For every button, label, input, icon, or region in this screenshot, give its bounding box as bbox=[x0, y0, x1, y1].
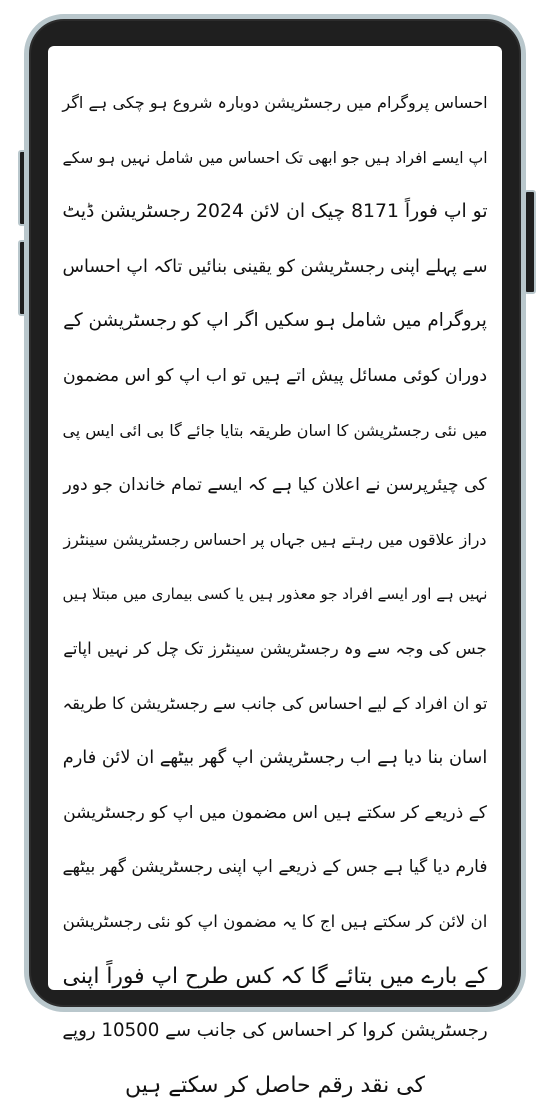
article-line: رجسٹریشن کروا کر احساس کی جانب سے 10500 روپے bbox=[62, 1020, 488, 1042]
article-line: کی نقد رقم حاصل کر سکتے ہیں bbox=[125, 1072, 425, 1098]
article-line: فارم دیا گیا ہے جس کے ذریعے اپ اپنی رجسٹریشن گھر بیٹھے bbox=[62, 857, 488, 878]
article-line: سے پہلے اپنی رجسٹریشن کو یقینی بنائیں تاکہ اپ احساس bbox=[62, 256, 488, 277]
article-line: احساس پروگرام میں رجسٹریشن دوبارہ شروع ہو چکی ہے اگر bbox=[62, 93, 488, 112]
article-line: جس کی وجہ سے وہ رجسٹریشن سینٹرز تک چل کر نہیں اپاتے bbox=[63, 638, 487, 658]
article-line: ان لائن کر سکتے ہیں اج کا یہ مضمون اپ کو نئی رجسٹریشن bbox=[62, 911, 488, 931]
article-line: کے ذریعے کر سکتے ہیں اس مضمون میں اپ کو رجسٹریشن bbox=[63, 802, 487, 823]
article-line: اسان بنا دیا ہے اب رجسٹریشن اپ گھر بیٹھے ان لائن فارم bbox=[62, 747, 488, 769]
article-line: کی چیئرپرسن نے اعلان کیا ہے کہ ایسے تمام خاندان جو دور bbox=[63, 475, 487, 496]
article-line: پروگرام میں شامل ہو سکیں اگر اپ کو رجسٹریشن کے bbox=[63, 310, 487, 332]
article-line: دراز علاقوں میں رہتے ہیں جہاں پر احساس رجسٹریشن سینٹرز bbox=[63, 529, 487, 549]
article-text bbox=[62, 76, 488, 1113]
article-line: دوران کوئی مسائل پیش اتے ہیں تو اب اپ کو اس مضمون bbox=[62, 365, 488, 386]
article-line: کے بارے میں بتائے گا کہ کس طرح اپ فوراً اپنی bbox=[62, 963, 488, 989]
article-line: میں نئی رجسٹریشن کا اسان طریقہ بتایا جائے گا بی ائی ایس پی bbox=[62, 420, 488, 440]
article-line: نہیں ہے اور ایسے افراد جو معذور ہیں یا کسی بیماری میں مبتلا ہیں bbox=[62, 585, 488, 604]
phone-screen bbox=[48, 46, 502, 1098]
article-line: اپ ایسے افراد ہیں جو ابھی تک احساس میں شامل نہیں ہو سکے bbox=[62, 148, 488, 167]
article-line: تو اپ فوراً 8171 چیک ان لائن 2024 رجسٹریشن ڈیٹ bbox=[62, 201, 488, 223]
article-line: تو ان افراد کے لیے احساس کی جانب سے رجسٹریشن کا طریقہ bbox=[62, 693, 488, 713]
